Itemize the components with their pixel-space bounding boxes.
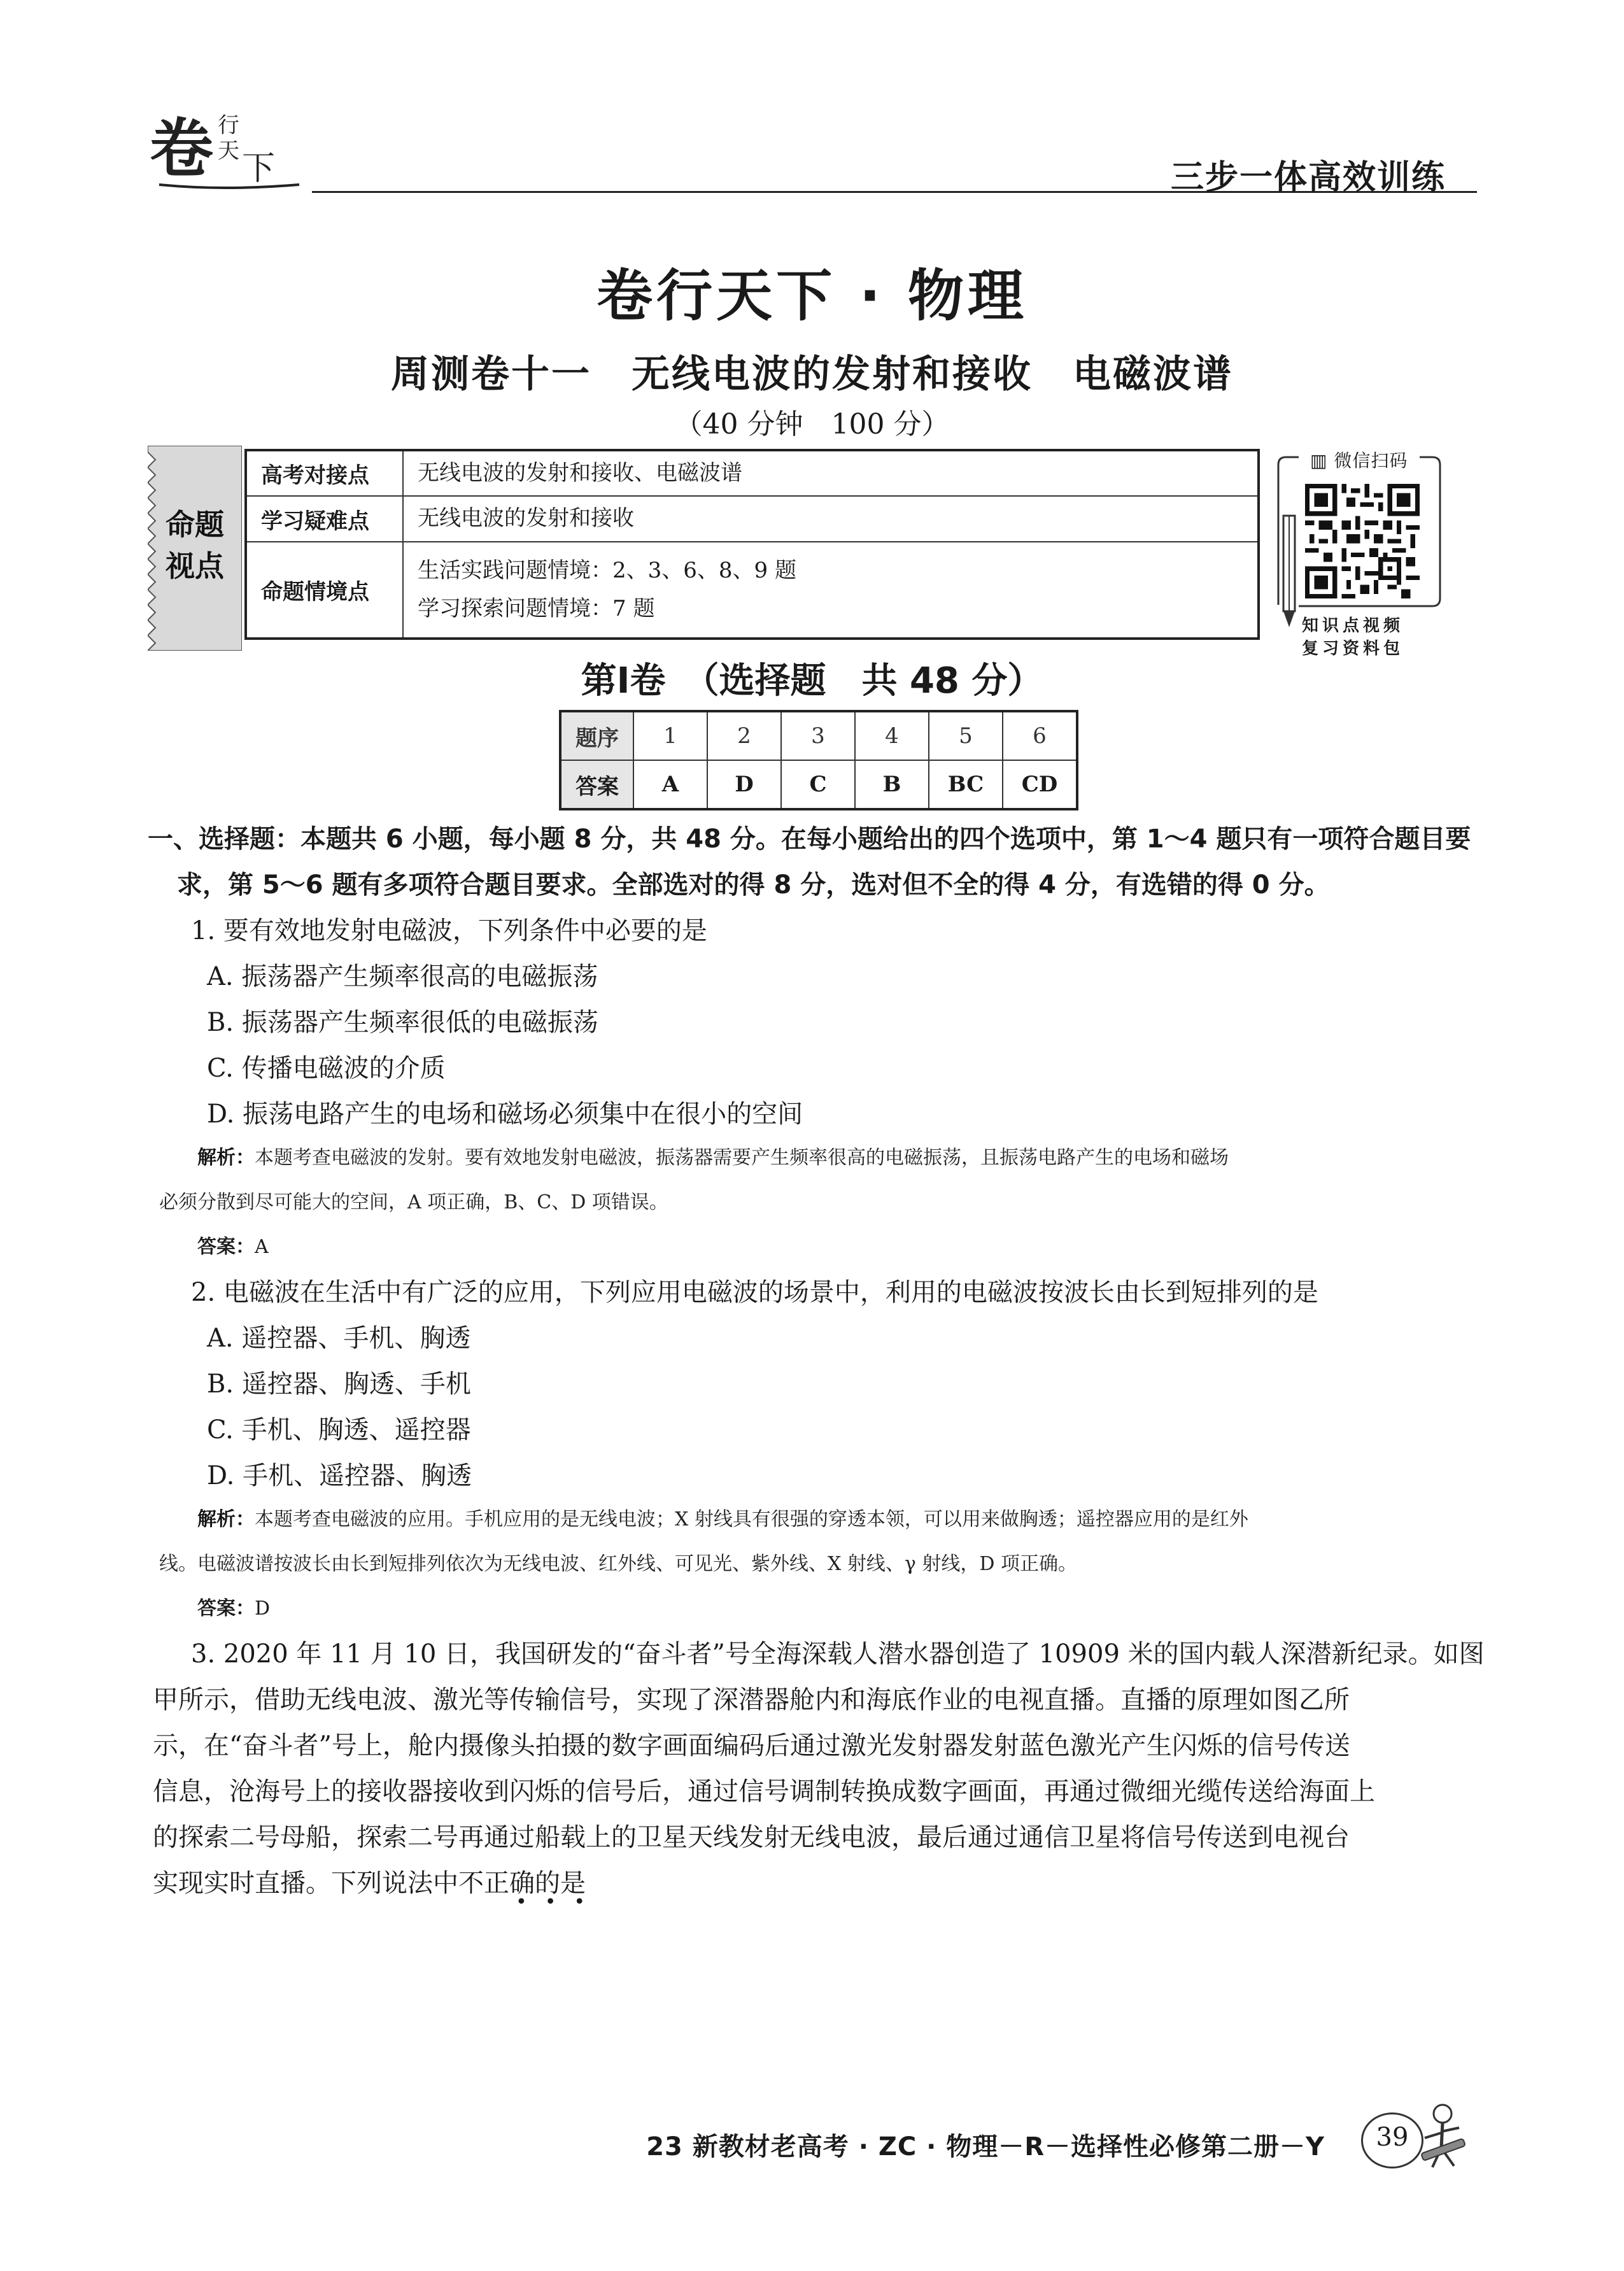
logo — [146, 96, 306, 197]
svg-text:卷: 卷 — [150, 111, 213, 186]
exam-points-row — [246, 450, 1259, 496]
page-number: 39 — [1376, 2123, 1409, 2152]
qr-caption-2: 复习资料包 — [1302, 639, 1404, 658]
analysis-label: 解析： — [197, 1147, 255, 1169]
badge-line1: 命题 — [166, 507, 224, 542]
exam-points-row — [246, 542, 1259, 639]
question-3-line: 示，在“奋斗者”号上，舱内摄像头拍摄的数字画面编码后通过激光发射器发射蓝色激光产生闪烁的信号传送 — [153, 1731, 1350, 1760]
exam-point-value: 无线电波的发射和接收、电磁波谱 — [403, 450, 1259, 496]
svg-text:行: 行 — [218, 113, 239, 138]
qr-title-text: 微信扫码 — [1334, 450, 1408, 471]
question-3-line: 甲所示，借助无线电波、激光等传输信号，实现了深潜器舱内和海底作业的电视直播。直播的原理如图乙所 — [153, 1685, 1350, 1715]
answer-cell: B — [855, 760, 929, 809]
qr-caption-1: 知识点视频 — [1302, 616, 1404, 635]
question-number-cell: 6 — [1003, 711, 1077, 760]
exam-point-value: 无线电波的发射和接收 — [403, 496, 1259, 542]
section-heading: 第Ⅰ卷 （选择题 共 48 分） — [581, 660, 1043, 702]
exam-points-row — [246, 496, 1259, 542]
badge-line2: 视点 — [166, 549, 224, 583]
answer-cell: BC — [929, 760, 1003, 809]
question-1-analysis-line: 必须分散到尽可能大的空间，A 项正确，B、C、D 项错误。 — [159, 1191, 668, 1213]
footer-code: 23 新教材老高考 · ZC · 物理－R－选择性必修第二册－Y — [646, 2132, 1325, 2161]
question-1-answer — [197, 1229, 269, 1266]
instructions-line: 一、选择题：本题共 6 小题，每小题 8 分，共 48 分。在每小题给出的四个选项中，第 1～4 题只有一项符合题目要 — [148, 824, 1471, 854]
answer-label: 答案： — [197, 1597, 255, 1620]
analysis-label: 解析： — [197, 1508, 255, 1531]
question-2-option: C. 手机、胸透、遥控器 — [207, 1415, 471, 1445]
emphasis-dots: ••• — [516, 1891, 604, 1913]
pencil-icon — [1280, 509, 1299, 630]
question-2-analysis-line — [197, 1501, 1248, 1538]
book-icon: ▥ — [1310, 450, 1328, 471]
question-1-stem: 1. 要有效地发射电磁波，下列条件中必要的是 — [191, 916, 707, 945]
answer-cell: C — [781, 760, 855, 809]
exam-point-key: 学习疑难点 — [246, 496, 403, 542]
question-1-option: B. 振荡器产生频率很低的电磁振荡 — [207, 1008, 598, 1037]
mascot-icon — [1418, 2096, 1469, 2172]
exam-point-value-line: 学习探索问题情境：7 题 — [418, 595, 655, 621]
question-1-option: A. 振荡器产生频率很高的电磁振荡 — [207, 962, 598, 991]
question-1-option: C. 传播电磁波的介质 — [207, 1054, 446, 1083]
answer-row-label: 答案 — [560, 760, 633, 809]
svg-text:天: 天 — [218, 138, 239, 164]
question-3-line: 信息，沧海号上的接收器接收到闪烁的信号后，通过信号调制转换成数字画面，再通过微细光缆传送给海面上 — [153, 1777, 1375, 1806]
exam-point-value-line: 生活实践问题情境：2、3、6、8、9 题 — [418, 558, 796, 583]
question-2-option: B. 遥控器、胸透、手机 — [207, 1369, 471, 1399]
question-number-cell: 2 — [707, 711, 781, 760]
question-number-cell: 3 — [781, 711, 855, 760]
question-number-cell: 1 — [633, 711, 707, 760]
answer-cell: A — [633, 760, 707, 809]
qr-title — [1306, 447, 1411, 472]
answer-cell: CD — [1003, 760, 1077, 809]
answer-table — [559, 710, 1078, 810]
exam-point-value — [403, 542, 1259, 639]
series-label: 三步一体高效训练 — [1170, 159, 1446, 197]
exam-point-key: 命题情境点 — [246, 542, 403, 639]
question-2-option: D. 手机、遥控器、胸透 — [207, 1461, 472, 1490]
answer-label: 答案： — [197, 1236, 255, 1258]
qr-code-icon[interactable] — [1305, 484, 1420, 598]
exam-points-badge — [148, 446, 242, 651]
analysis-text: 本题考查电磁波的应用。手机应用的是无线电波；X 射线具有很强的穿透本领，可以用来做胸透；遥控器应用的是红外 — [255, 1508, 1248, 1531]
exam-points-table — [244, 449, 1260, 640]
question-3-line: 3. 2020 年 11 月 10 日，我国研发的“奋斗者”号全海深载人潜水器创造了 10909 米的国内载人深潜新纪录。如图 — [191, 1639, 1485, 1669]
answer-table-answer-row — [560, 760, 1077, 809]
answer-table-number-row — [560, 711, 1077, 760]
book-title: 卷行天下 · 物理 — [597, 263, 1027, 329]
question-3-line: 实现实时直播。下列说法中不正确的是 — [153, 1869, 586, 1898]
exam-point-key: 高考对接点 — [246, 450, 403, 496]
answer-value: A — [255, 1236, 269, 1258]
answer-cell: D — [707, 760, 781, 809]
question-2-answer — [197, 1590, 270, 1627]
instructions-line: 求，第 5～6 题有多项符合题目要求。全部选对的得 8 分，选对但不全的得 4 分，有选错的得 0 分。 — [177, 870, 1330, 900]
answer-value: D — [255, 1597, 271, 1620]
question-2-stem: 2. 电磁波在生活中有广泛的应用，下列应用电磁波的场景中，利用的电磁波按波长由长到短排列的是 — [191, 1278, 1318, 1307]
question-3-line: 的探索二号母船，探索二号再通过船载上的卫星天线发射无线电波，最后通过通信卫星将信号传送到电视台 — [153, 1823, 1350, 1852]
question-number-cell: 5 — [929, 711, 1003, 760]
question-1-analysis-line — [197, 1140, 1229, 1177]
paper-time: （40 分钟 100 分） — [674, 408, 950, 441]
question-1-option: D. 振荡电路产生的电场和磁场必须集中在很小的空间 — [207, 1100, 803, 1129]
question-2-analysis-line: 线。电磁波谱按波长由长到短排列依次为无线电波、红外线、可见光、紫外线、X 射线、γ 射线，D 项正确。 — [159, 1553, 1077, 1575]
analysis-text: 本题考查电磁波的发射。要有效地发射电磁波，振荡器需要产生频率很高的电磁振荡，且振荡电路产生的电场和磁场 — [255, 1147, 1229, 1169]
question-2-option: A. 遥控器、手机、胸透 — [207, 1324, 471, 1353]
svg-text:下: 下 — [242, 150, 276, 188]
number-row-label: 题序 — [560, 711, 633, 760]
paper-title: 周测卷十一 无线电波的发射和接收 电磁波谱 — [391, 352, 1233, 397]
question-number-cell: 4 — [855, 711, 929, 760]
